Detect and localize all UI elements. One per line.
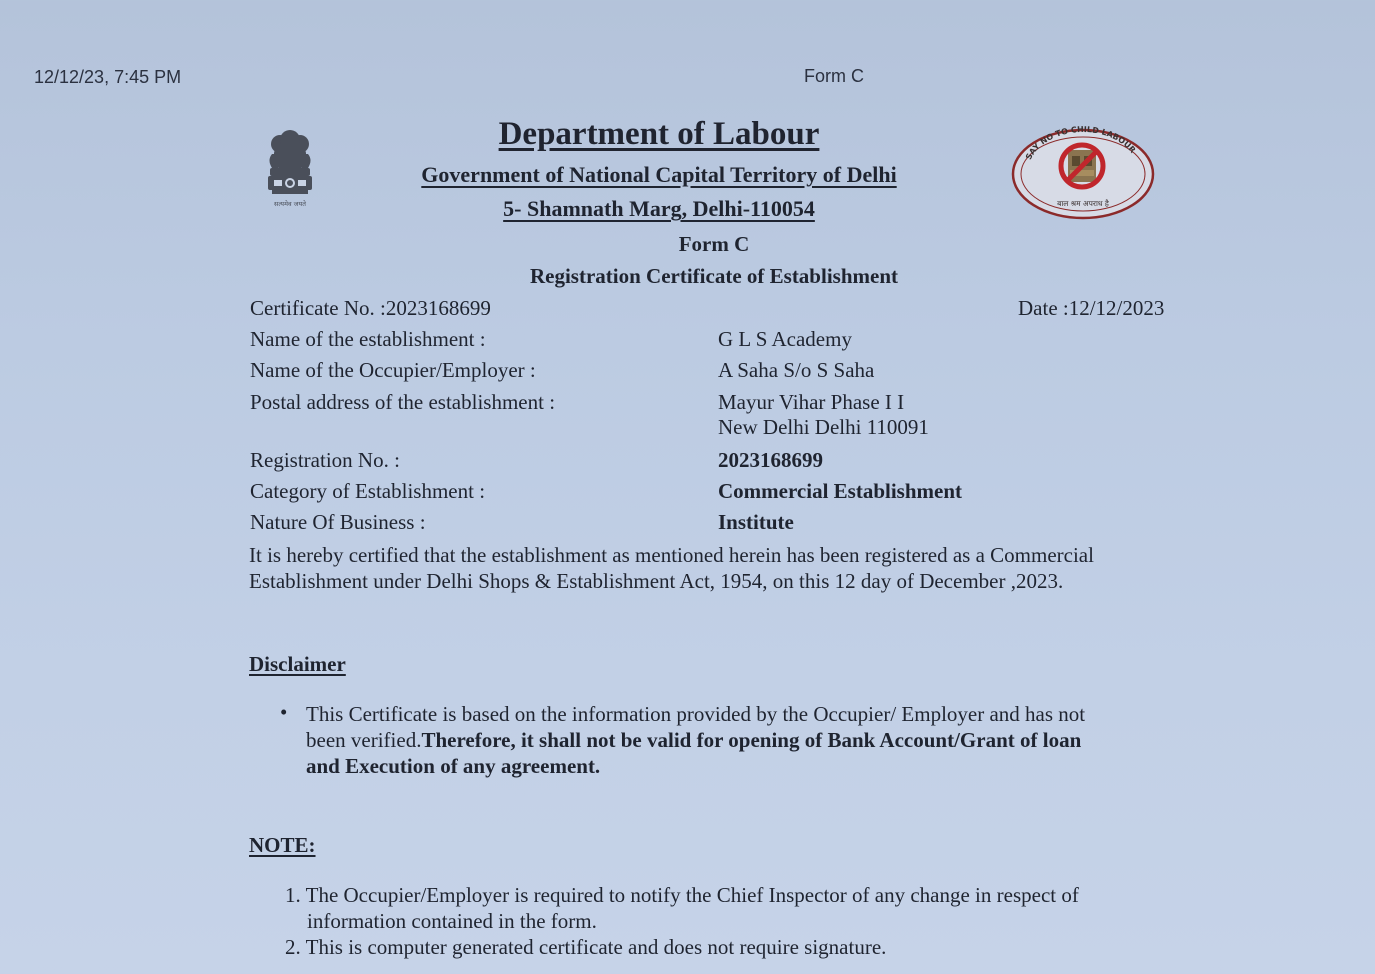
certificate-number: Certificate No. :2023168699 [250,296,491,320]
print-timestamp: 12/12/23, 7:45 PM [34,67,182,87]
disclaimer-line1: This Certificate is based on the information provided by the Occupier/ Employer and has not [306,702,1086,726]
field-label-category: Category of Establishment : [250,479,486,503]
disclaimer-bullet: • [280,700,288,724]
form-title: Form C [678,232,750,256]
certification-text-line1: It is hereby certified that the establishment as mentioned herein has been registered as a Commercial [249,543,1094,567]
disclaimer-line3: and Execution of any agreement. [306,754,601,778]
field-value-occupier: A Saha S/o S Saha [718,358,875,382]
emblem-caption: सत्यमेव जयते [274,200,306,208]
certification-text [249,542,1094,594]
disclaimer-heading: Disclaimer [249,652,346,676]
field-value-postal-address-line2: New Delhi Delhi 110091 [718,415,929,439]
field-value-category: Commercial Establishment [718,479,963,503]
certificate-title: Registration Certificate of Establishment [529,264,898,288]
field-label-establishment-name: Name of the establishment : [250,327,486,351]
field-label-postal-address: Postal address of the establishment : [250,390,556,414]
note-list [285,882,1079,960]
logo-hindi-text: बाल श्रम अपराध है [1057,199,1109,208]
note-item-2: 2. This is computer generated certificate and does not require signature. [285,935,887,959]
field-value-postal-address-line1: Mayur Vihar Phase I I [718,390,905,414]
note-heading: NOTE: [249,833,316,857]
note-item-1: 1. The Occupier/Employer is required to notify the Chief Inspector of any change in respect of [285,883,1079,907]
government-title: Government of National Capital Territory of Delhi [421,162,897,187]
field-label-registration-no: Registration No. : [250,448,400,472]
field-label-occupier: Name of the Occupier/Employer : [250,358,536,382]
note-item-1-continued: information contained in the form. [307,909,597,933]
department-title: Department of Labour [498,116,820,152]
logo-arc-text: SAY NO TO CHILD LABOUR [1024,124,1138,162]
field-value-registration-no: 2023168699 [718,448,823,472]
disclaimer-line2-normal: been verified. [306,728,422,752]
disclaimer-text [306,701,1085,779]
field-value-establishment-name: G L S Academy [718,327,852,351]
field-label-nature-of-business: Nature Of Business : [250,510,426,534]
print-title: Form C [804,66,864,86]
certificate-date: Date :12/12/2023 [1018,296,1165,320]
field-value-nature-of-business: Institute [718,510,794,534]
disclaimer-line2-bold: Therefore, it shall not be valid for opening of Bank Account/Grant of loan [421,728,1082,752]
office-address: 5- Shamnath Marg, Delhi-110054 [503,196,815,221]
certification-text-line2: Establishment under Delhi Shops & Establishment Act, 1954, on this 12 day of December ,2023. [249,569,1064,593]
